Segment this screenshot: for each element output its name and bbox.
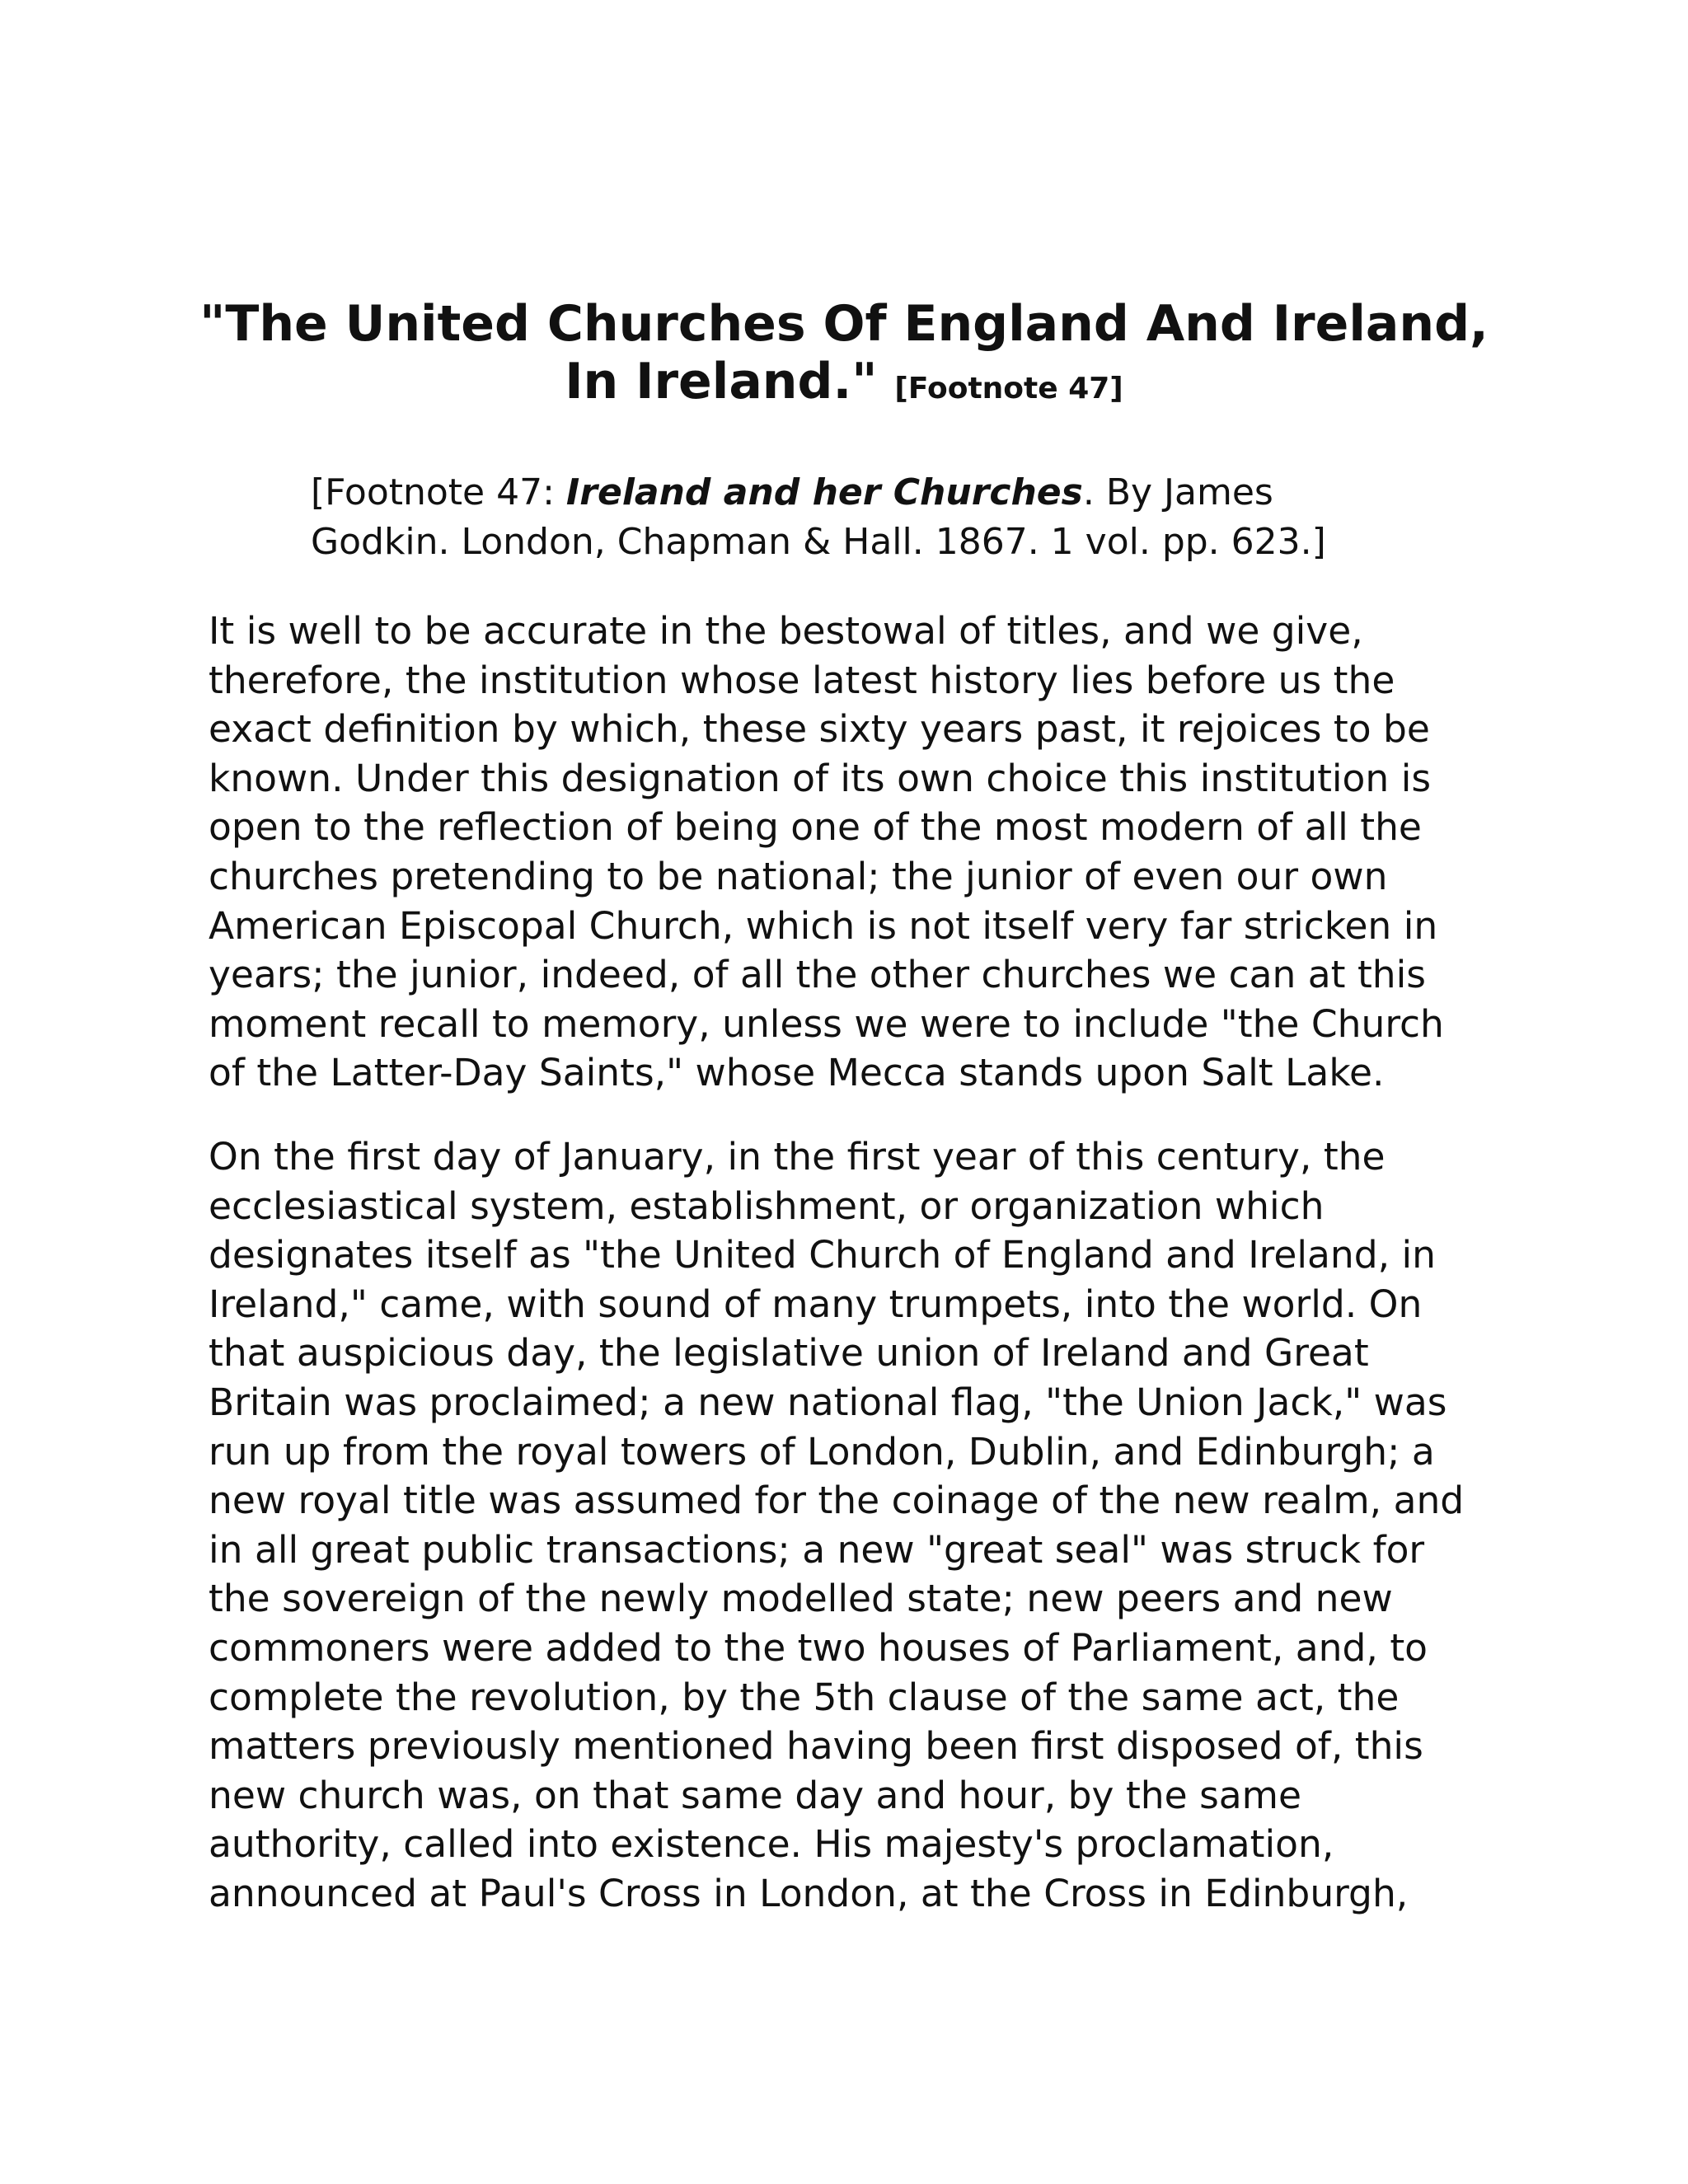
paragraph-2-line: ecclesiastical system, establishment, or organization which	[209, 1183, 1325, 1228]
paragraph-2-line: authority, called into existence. His majesty's proclamation,	[209, 1822, 1334, 1867]
paragraph-1-line: years; the junior, indeed, of all the other churches we can at this	[209, 953, 1426, 997]
paragraph-1-line: therefore, the institution whose latest history lies before us the	[209, 658, 1395, 702]
footnote-line-1	[311, 468, 1514, 518]
paragraph-1-line: of the Latter-Day Saints," whose Mecca stands upon Salt Lake.	[209, 1051, 1385, 1095]
paragraph-2-line: designates itself as "the United Church of England and Ireland, in	[209, 1233, 1436, 1277]
paragraph-2-line: run up from the royal towers of London, Dublin, and Edinburgh; a	[209, 1429, 1435, 1474]
paragraph-1-line: It is well to be accurate in the bestowal of titles, and we give,	[209, 609, 1363, 653]
paragraph-2-line: that auspicious day, the legislative union of Ireland and Great	[209, 1331, 1369, 1376]
footnote-prefix: [Footnote 47:	[311, 471, 566, 513]
paragraph-1-line: known. Under this designation of its own choice this institution is	[209, 756, 1432, 800]
paragraph-1-line: churches pretending to be national; the junior of even our own	[209, 854, 1388, 898]
footnote-book-title: Ireland and her Churches	[565, 471, 1083, 513]
footnote-rest: . By James	[1082, 471, 1273, 513]
footnote-reference-link[interactable]: [Footnote 47]	[894, 372, 1123, 405]
paragraph-1-line: open to the reflection of being one of the most modern of all the	[209, 805, 1422, 850]
footnote-block	[311, 468, 1514, 567]
paragraph-2-line: the sovereign of the newly modelled state; new peers and new	[209, 1577, 1393, 1621]
paragraph-1-line: American Episcopal Church, which is not itself very far stricken in	[209, 903, 1438, 948]
paragraph-1-line: moment recall to memory, unless we were to include "the Church	[209, 1001, 1444, 1046]
paragraph-2-line: new royal title was assumed for the coinage of the new realm, and	[209, 1479, 1465, 1523]
title-line-1: "The United Churches Of England And Ireland,	[199, 295, 1489, 353]
paragraph-2-line: Ireland," came, with sound of many trumpets, into the world. On	[209, 1282, 1423, 1326]
page-title	[148, 295, 1540, 418]
paragraph-2-line: in all great public transactions; a new "great seal" was struck for	[209, 1527, 1425, 1572]
paragraph-2-line: new church was, on that same day and hour, by the same	[209, 1773, 1301, 1817]
title-line-2-text: In Ireland."	[565, 353, 878, 410]
paragraph-2-line: announced at Paul's Cross in London, at the Cross in Edinburgh,	[209, 1871, 1409, 1915]
footnote-line-2: Godkin. London, Chapman & Hall. 1867. 1 vol. pp. 623.]	[311, 521, 1326, 563]
paragraph-1	[209, 607, 1494, 1098]
paragraph-2-line: complete the revolution, by the 5th clause of the same act, the	[209, 1675, 1400, 1719]
paragraph-2	[209, 1132, 1494, 1919]
paragraph-2-line: matters previously mentioned having been first disposed of, this	[209, 1724, 1423, 1769]
paragraph-2-line: commoners were added to the two houses of Parliament, and, to	[209, 1625, 1428, 1670]
paragraph-2-line: On the first day of January, in the first year of this century, the	[209, 1135, 1386, 1179]
paragraph-1-line: exact definition by which, these sixty years past, it rejoices to be	[209, 707, 1430, 752]
paragraph-2-line: Britain was proclaimed; a new national flag, "the Union Jack," was	[209, 1380, 1447, 1424]
title-line-2	[148, 353, 1540, 418]
